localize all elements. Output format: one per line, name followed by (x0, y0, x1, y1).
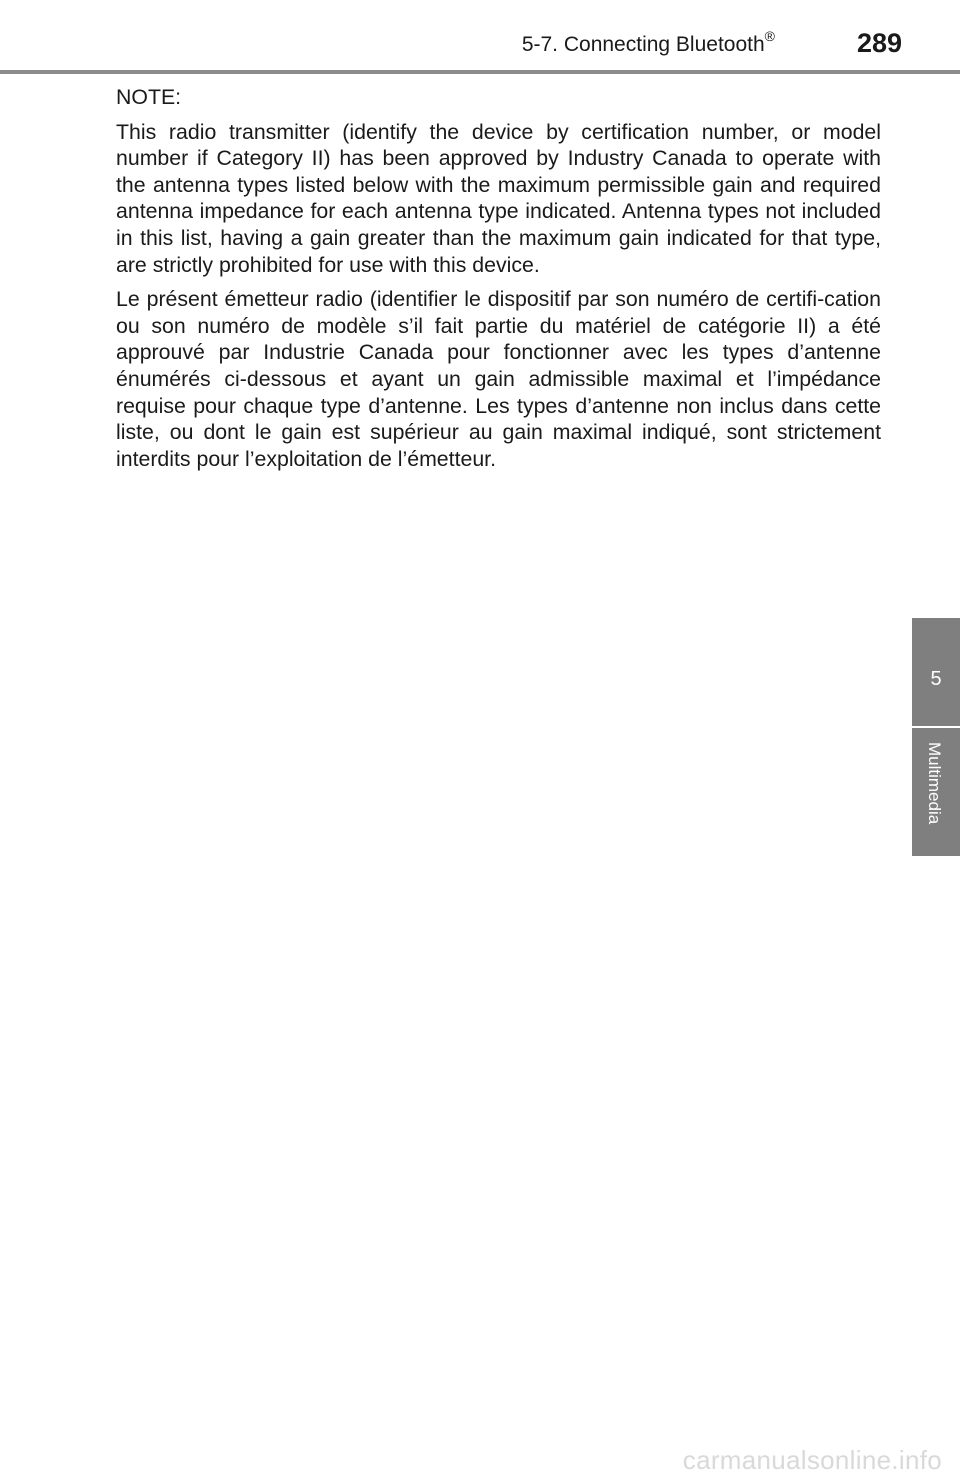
chapter-number: 5 (930, 668, 942, 690)
note-label: NOTE: (116, 85, 182, 109)
chapter-title: Multimedia (925, 742, 944, 825)
page-content (116, 84, 881, 480)
chapter-tab-divider (912, 726, 960, 728)
paragraph-english: This radio transmitter (identify the device by certification number, or model number if Category II) has been approved by Industry Canada to operate with the antenna types listed below with the maximum permissible gain and required antenna impedance for each antenna type indicated. Antenna types not included in this list, having a gain greater than the maximum gain indicated for that type, are strictly prohibited for use with this device. (116, 119, 881, 277)
header-rule (0, 70, 960, 74)
registered-mark: ® (764, 28, 775, 44)
section-title (522, 30, 775, 57)
page-number: 289 (856, 28, 902, 58)
page-header (0, 0, 960, 74)
paragraph-french: Le présent émetteur radio (identifier le dispositif par son numéro de certifi-cation ou son numéro de modèle s’il fait partie du matériel de catégorie II) a été approuvé par Industrie Canada pour fonctionner avec les types d’antenne énumérés ci-dessous et ayant un gain admissible maximal et l’impédance requise pour chaque type d’antenne. Les types d’antenne non inclus dans cette liste, ou dont le gain est supérieur au gain maximal indiqué, sont strictement interdits pour l’exploitation de l’émetteur. (116, 287, 881, 471)
section-title-text: 5-7. Connecting Bluetooth (521, 33, 765, 56)
watermark: carmanualsonline.info (682, 1445, 942, 1475)
chapter-side-tab (912, 618, 960, 856)
